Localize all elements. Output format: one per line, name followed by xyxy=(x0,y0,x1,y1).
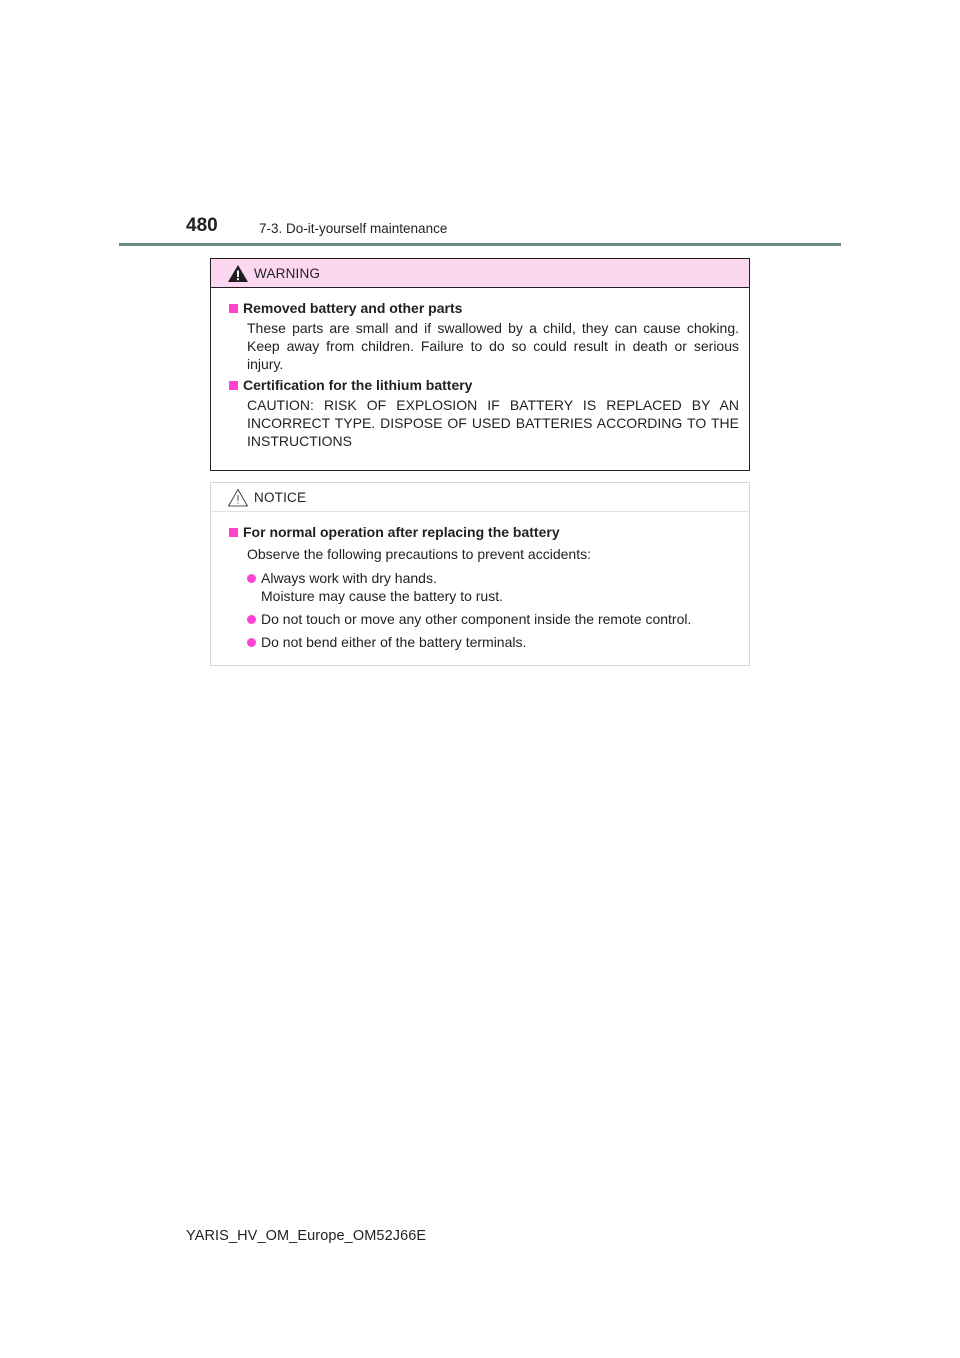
list-item-subtext: Moisture may cause the battery to rust. xyxy=(261,588,503,604)
warning-item-title xyxy=(229,377,739,394)
list-item xyxy=(229,610,739,628)
square-bullet-icon xyxy=(229,304,238,313)
notice-body xyxy=(211,524,749,651)
warning-item-title-text: Removed battery and other parts xyxy=(243,300,463,316)
warning-box xyxy=(210,258,750,471)
section-title: 7-3. Do-it-yourself maintenance xyxy=(259,221,448,236)
notice-item-title-text: For normal operation after replacing the battery xyxy=(243,524,560,540)
page-number: 480 xyxy=(186,215,218,236)
document-id: YARIS_HV_OM_Europe_OM52J66E xyxy=(186,1228,427,1244)
notice-label: NOTICE xyxy=(254,490,307,505)
warning-item-text: CAUTION: RISK OF EXPLOSION IF BATTERY IS REPLACED BY AN INCORRECT TYPE. DISPOSE OF USED BATTERIES ACCORDING TO THE INSTRUCTIONS xyxy=(247,397,739,449)
notice-item-title xyxy=(229,524,739,541)
warning-item-title-text: Certification for the lithium battery xyxy=(243,377,473,393)
notice-box xyxy=(210,482,750,666)
warning-triangle-icon xyxy=(227,264,249,283)
list-item-text: Do not bend either of the battery terminals. xyxy=(261,634,527,650)
notice-intro: Observe the following precautions to prevent accidents: xyxy=(247,546,591,562)
page-header xyxy=(0,0,960,250)
warning-label: WARNING xyxy=(254,266,321,281)
warning-item-text: These parts are small and if swallowed by a child, they can cause choking. Keep away from children. Failure to do so could result in death or serious injury. xyxy=(247,320,739,372)
warning-item-title xyxy=(229,300,739,317)
list-item-text: Always work with dry hands. xyxy=(261,570,437,586)
header-rule xyxy=(119,243,841,246)
round-bullet-icon xyxy=(247,615,256,624)
warning-body xyxy=(211,300,749,450)
square-bullet-icon xyxy=(229,381,238,390)
list-item-text: Do not touch or move any other component inside the remote control. xyxy=(261,611,692,627)
warning-header xyxy=(211,259,749,288)
round-bullet-icon xyxy=(247,638,256,647)
square-bullet-icon xyxy=(229,528,238,537)
list-item xyxy=(229,569,739,605)
notice-triangle-icon xyxy=(227,488,249,507)
notice-header xyxy=(211,483,749,512)
round-bullet-icon xyxy=(247,574,256,583)
list-item xyxy=(229,633,739,651)
